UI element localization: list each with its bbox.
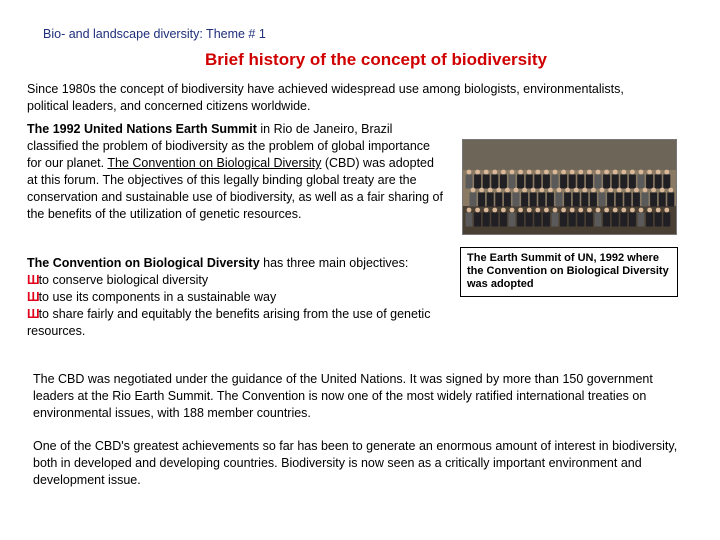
photo-caption: The Earth Summit of UN, 1992 where the Convention on Biological Diversity was adopted (460, 247, 678, 297)
summit-text-2: (CBD) was adopted at this forum. The objectives of this legally binding global treaty are the conservation and sustainable use of biodiversity, as well as a fair sharing of the benefits of the utilization of genetic resources. (27, 156, 443, 221)
convention-intro: has three main objectives: (259, 256, 409, 270)
cbd-paragraph: The CBD was negotiated under the guidance of the United Nations. It was signed by more than 150 government leaders at the Rio Earth Summit. The Convention is now one of the most widely ratified international treaties on environmental issues, with 188 member countries. (33, 372, 653, 420)
objective-item (27, 289, 447, 306)
group-photo-image (463, 140, 676, 234)
convention-paragraph (27, 255, 447, 340)
theme-label: Bio- and landscape diversity: Theme # 1 (43, 27, 266, 41)
objective-text: to conserve biological diversity (38, 273, 209, 287)
achievement-paragraph: One of the CBD's greatest achievements so far has been to generate an enormous amount of interest in biodiversity, both in developed and developing countries. Biodiversity is now seen as a critically important environment and development issue. (33, 439, 678, 487)
summit-heading: The 1992 United Nations Earth Summit (27, 122, 257, 136)
earth-summit-photo (462, 139, 677, 235)
objective-item (27, 272, 447, 289)
cbd-link[interactable]: The Convention on Biological Diversity (107, 156, 322, 170)
objective-text: to share fairly and equitably the benefits arising from the use of genetic resources. (27, 307, 431, 338)
page-title: Brief history of the concept of biodiversity (205, 50, 547, 69)
summit-paragraph (27, 121, 447, 223)
bullet-icon: Ш (27, 273, 39, 287)
summit-text-1: in Rio de Janeiro, Brazil classified the problem of biodiversity as the problem of global importance for our planet. (27, 122, 430, 170)
objective-item (27, 306, 447, 340)
convention-heading: The Convention on Biological Diversity (27, 256, 260, 270)
bullet-icon: Ш (27, 307, 39, 321)
bullet-icon: Ш (27, 290, 39, 304)
intro-paragraph: Since 1980s the concept of biodiversity have achieved widespread use among biologists, environmentalists, political leaders, and concerned citizens worldwide. (27, 82, 624, 113)
objective-text: to use its components in a sustainable way (38, 290, 277, 304)
